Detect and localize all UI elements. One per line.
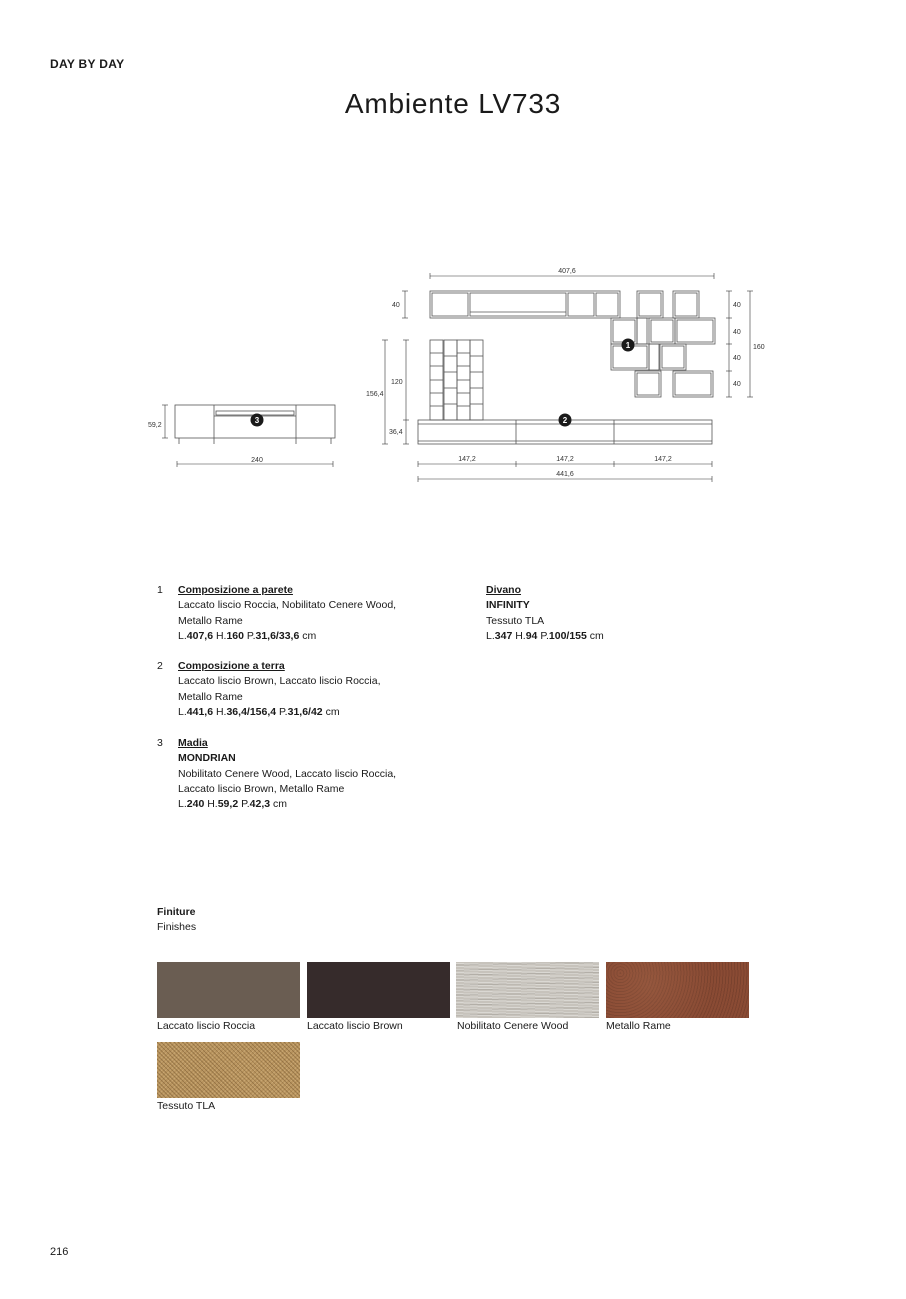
item-number: 1 xyxy=(157,584,163,596)
dim-base-module-2: 147,2 xyxy=(556,456,574,463)
wall-cubes xyxy=(611,318,715,397)
dim-right-1: 40 xyxy=(733,302,741,309)
item-finish-line: Nobilitato Cenere Wood, Laccato liscio Roccia, xyxy=(178,767,397,780)
prefix-h: H. xyxy=(215,629,227,642)
item-model: MONDRIAN xyxy=(178,752,236,765)
dim-base-total: 441,6 xyxy=(556,471,574,478)
drawing-svg xyxy=(140,262,765,482)
dim-right-4: 40 xyxy=(733,381,741,388)
dim-l: 441,6 xyxy=(186,705,214,718)
swatch-laccato-roccia xyxy=(157,962,300,1018)
prefix-p: P. xyxy=(246,629,256,642)
prefix-l: L. xyxy=(178,705,187,718)
bookcase xyxy=(430,340,483,420)
item-heading: Composizione a terra xyxy=(178,660,285,672)
finishes-subheading: Finishes xyxy=(157,921,197,933)
item-finish-line: Metallo Rame xyxy=(178,614,243,627)
item-finish-line: Laccato liscio Brown, Metallo Rame xyxy=(178,782,345,795)
sofa-fabric: Tessuto TLA xyxy=(486,614,545,627)
prefix-p: P. xyxy=(241,798,250,811)
item-sofa xyxy=(486,583,786,645)
sofa-heading: Divano xyxy=(486,584,522,596)
dim-p: 42,3 xyxy=(249,798,271,811)
dim-sideboard-height: 59,2 xyxy=(148,422,162,429)
badge-1 xyxy=(622,339,635,352)
item-heading: Composizione a parete xyxy=(178,584,293,596)
dim-total-height: 156,4 xyxy=(366,391,384,398)
dim-p: 100/155 xyxy=(548,629,587,642)
dim-sideboard-width: 240 xyxy=(251,457,263,464)
item-floor-composition xyxy=(157,659,487,721)
dim-base-module-1: 147,2 xyxy=(458,456,476,463)
dim-right-total: 160 xyxy=(753,344,765,351)
finishes-heading: Finiture xyxy=(157,906,196,918)
dim-h: 160 xyxy=(226,629,244,642)
swatch-laccato-brown xyxy=(307,962,450,1018)
item-wall-composition xyxy=(157,583,487,645)
page-number: 216 xyxy=(50,1246,69,1258)
dim-unit: cm xyxy=(273,798,288,811)
dimension-lines xyxy=(162,273,753,482)
sofa-model: INFINITY xyxy=(486,599,530,612)
prefix-l: L. xyxy=(178,629,187,642)
dim-l: 347 xyxy=(494,629,513,642)
dim-wall-top: 40 xyxy=(392,302,400,309)
item-finish-line: Metallo Rame xyxy=(178,690,243,703)
dim-l: 240 xyxy=(186,798,205,811)
item-dimensions xyxy=(178,629,468,644)
dim-p: 31,6/33,6 xyxy=(255,629,300,642)
dim-h: 94 xyxy=(525,629,538,642)
swatch-metallo-rame xyxy=(606,962,749,1018)
prefix-l: L. xyxy=(178,798,187,811)
prefix-l: L. xyxy=(486,629,495,642)
wall-top-row xyxy=(430,291,699,318)
brand-label: DAY BY DAY xyxy=(50,57,125,71)
swatch-label: Metallo Rame xyxy=(606,1020,671,1032)
prefix-h: H. xyxy=(207,798,218,811)
swatch-label: Nobilitato Cenere Wood xyxy=(457,1020,569,1032)
badge-2 xyxy=(559,414,572,427)
badge-2-label: 2 xyxy=(562,416,568,425)
dim-unit: cm xyxy=(325,705,340,718)
swatch-label: Laccato liscio Brown xyxy=(307,1020,403,1032)
item-dimensions xyxy=(178,705,468,720)
dim-base-module-3: 147,2 xyxy=(654,456,672,463)
dim-p: 31,6/42 xyxy=(287,705,323,718)
prefix-h: H. xyxy=(515,629,526,642)
sofa-dimensions xyxy=(486,629,776,644)
item-sideboard xyxy=(157,736,487,814)
prefix-p: P. xyxy=(279,705,288,718)
badge-3 xyxy=(251,414,264,427)
dim-unit: cm xyxy=(589,629,604,642)
technical-drawing xyxy=(140,262,765,482)
badge-3-label: 3 xyxy=(254,416,260,425)
prefix-h: H. xyxy=(215,705,227,718)
item-number: 2 xyxy=(157,660,163,672)
item-finish-line: Laccato liscio Brown, Laccato liscio Roccia, xyxy=(178,675,381,688)
dim-unit: cm xyxy=(302,629,317,642)
dim-bookcase-height: 120 xyxy=(391,379,403,386)
item-dimensions xyxy=(178,797,468,812)
swatch-label: Tessuto TLA xyxy=(157,1100,216,1112)
dim-l: 407,6 xyxy=(186,629,214,642)
prefix-p: P. xyxy=(540,629,549,642)
badge-1-label: 1 xyxy=(625,341,631,350)
dim-h: 36,4/156,4 xyxy=(226,705,277,718)
item-heading: Madia xyxy=(178,737,208,749)
swatch-tessuto-tla xyxy=(157,1042,300,1098)
swatch-nobilitato-cenere-wood xyxy=(456,962,599,1018)
dim-right-3: 40 xyxy=(733,355,741,362)
dim-right-2: 40 xyxy=(733,329,741,336)
item-finish-line: Laccato liscio Roccia, Nobilitato Cenere Wood, xyxy=(178,599,397,612)
dim-h: 59,2 xyxy=(217,798,239,811)
swatch-label: Laccato liscio Roccia xyxy=(157,1020,256,1032)
page-title: Ambiente LV733 xyxy=(344,88,562,119)
dim-base-height: 36,4 xyxy=(389,429,403,436)
item-number: 3 xyxy=(157,737,163,749)
dim-wall-width: 407,6 xyxy=(558,268,576,275)
